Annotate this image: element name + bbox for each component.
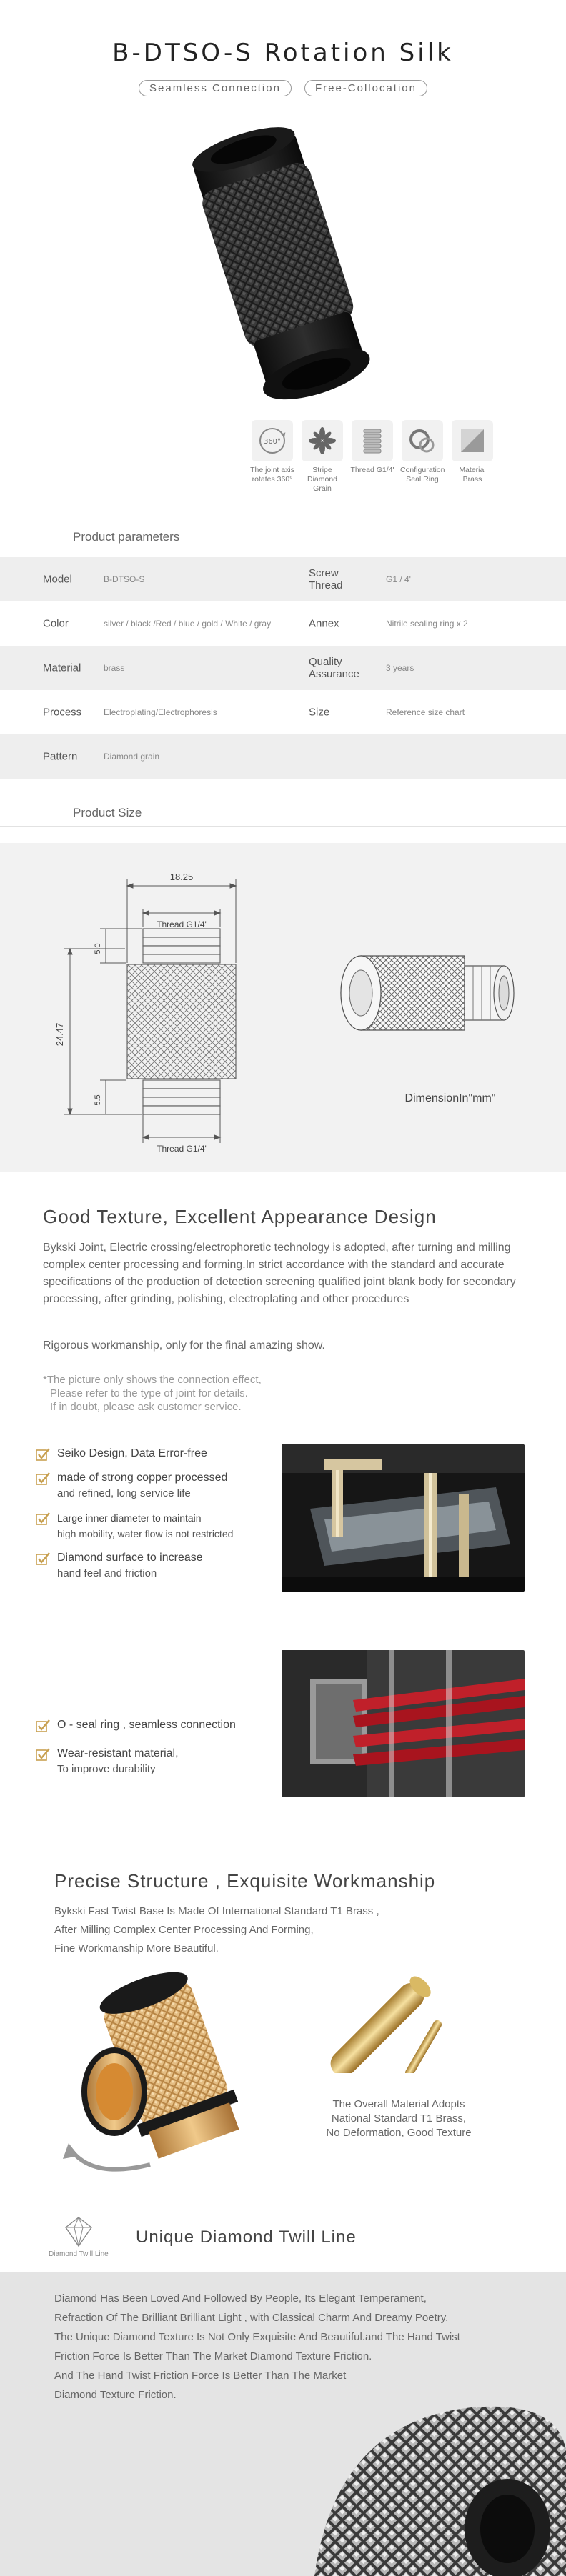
params-heading: Product parameters	[73, 530, 180, 544]
rotation-icon	[252, 420, 293, 461]
hero-product-image	[154, 114, 411, 400]
feature-material	[450, 420, 495, 494]
feature-icons	[250, 420, 495, 494]
checkmark-icon	[36, 1748, 50, 1761]
dimension-drawing	[0, 843, 566, 1172]
checkmark-icon	[36, 1472, 50, 1485]
checkmark-icon	[36, 1552, 50, 1565]
precise-line-1: Bykski Fast Twist Base Is Made Of International Standard T1 Brass ,	[54, 1905, 379, 1917]
dimension-unit-label: DimensionIn"mm"	[404, 1092, 496, 1104]
check-item	[34, 1446, 233, 1462]
check-label: Seiko Design, Data Error-free	[57, 1447, 207, 1459]
perspective-sketch	[341, 956, 514, 1030]
texture-tagline: Rigorous workmanship, only for the final amazing show.	[43, 1339, 325, 1352]
param-row	[0, 690, 566, 734]
param-value: silver / black /Red / blue / gold / White / gray	[104, 619, 272, 629]
note-line-2: Please refer to the type of joint for details.	[50, 1387, 248, 1399]
material-icon	[452, 420, 493, 461]
param-key: Process	[43, 706, 82, 719]
pill-collocation: Free-Collocation	[304, 80, 427, 96]
dim-top-label: 5.0	[94, 943, 102, 954]
diamond-line-3: The Unique Diamond Texture Is Not Only Exquisite And Beautiful.and The Hand Twist	[54, 2331, 460, 2343]
dim-bottom-label: 5.5	[94, 1094, 102, 1106]
texture-paragraph: Bykski Joint, Electric crossing/electrophoretic technology is adopted, after turning and milling complex center processing and forming.In strict accordance with the standard and accurate specifications of the production of detection screening qualified joint blank body for secondary processing, after grinding, polishing, electroplating and other procedures	[43, 1242, 516, 1305]
pill-seamless: Seamless Connection	[139, 80, 292, 96]
size-heading: Product Size	[73, 806, 142, 819]
thread-bottom-label: Thread G1/4'	[157, 1144, 207, 1154]
precise-line-2: After Milling Complex Center Processing And Forming,	[54, 1924, 314, 1936]
check-label: Large inner diameter to maintain	[57, 1512, 202, 1524]
red-tubing-photo	[282, 1650, 525, 1797]
precise-caption-3: No Deformation, Good Texture	[326, 2127, 472, 2139]
texture-title: Good Texture, Excellent Appearance Design	[43, 1206, 437, 1227]
checkmark-icon	[36, 1448, 50, 1461]
checkmark-icon	[36, 1512, 50, 1525]
param-value: G1 / 4'	[386, 574, 411, 584]
check-label: Diamond surface to increase	[57, 1552, 203, 1564]
diamond-section	[0, 2272, 566, 2576]
diamond-line-5: And The Hand Twist Friction Force Is Better Than The Market	[54, 2370, 347, 2382]
check-item	[34, 1717, 236, 1733]
param-value: brass	[104, 663, 125, 673]
knurl-closeup-image	[272, 2393, 566, 2576]
param-key: Quality Assurance	[309, 656, 359, 680]
size-diagram	[0, 843, 566, 1172]
check-item	[34, 1470, 233, 1502]
dim-height-label: 24.47	[54, 1022, 65, 1047]
feature-thread	[350, 420, 394, 494]
feature-grain	[300, 420, 344, 494]
feature-label: Thread G1/4'	[350, 466, 394, 474]
diamond-line-1: Diamond Has Been Loved And Followed By People, Its Elegant Temperament,	[54, 2292, 427, 2305]
diamond-icon	[50, 2215, 107, 2249]
check-label: made of strong copper processed	[57, 1472, 228, 1484]
check-list-a	[34, 1446, 233, 1582]
divider	[0, 826, 566, 827]
dim-width-label: 18.25	[169, 872, 194, 882]
note-line-3: If in doubt, please ask customer service.	[50, 1401, 242, 1413]
precise-line-3: Fine Workmanship More Beautiful.	[54, 1942, 219, 1955]
param-value: Nitrile sealing ring x 2	[386, 619, 468, 629]
param-key: Pattern	[43, 750, 78, 763]
param-key: Color	[43, 617, 69, 630]
param-row	[0, 734, 566, 779]
thread-top-label: Thread G1/4'	[157, 919, 207, 929]
feature-label: Stripe Diamond Grain	[307, 466, 338, 493]
svg-text:360°: 360°	[263, 438, 282, 446]
param-value: 3 years	[386, 663, 414, 673]
check-sublabel: hand feel and friction	[57, 1567, 157, 1579]
feature-label: Configuration Seal Ring	[400, 466, 445, 484]
precise-title: Precise Structure , Exquisite Workmanship	[54, 1870, 436, 1892]
diamond-line-2: Refraction Of The Brilliant Brilliant Light , with Classical Charm And Dreamy Poetry,	[54, 2312, 449, 2324]
param-value: Reference size chart	[386, 707, 465, 717]
brass-rod-image	[314, 1973, 457, 2073]
param-value: Electroplating/Electrophoresis	[104, 707, 217, 717]
installed-fittings-photo	[282, 1444, 525, 1592]
diamond-line-4: Friction Force Is Better Than The Market Diamond Texture Friction.	[54, 2350, 372, 2362]
seal-ring-icon	[402, 420, 443, 461]
check-sublabel: high mobility, water flow is not restricted	[57, 1528, 234, 1539]
param-value: Diamond grain	[104, 752, 160, 762]
check-item	[34, 1550, 233, 1582]
param-key: Model	[43, 573, 72, 586]
note-line-1: *The picture only shows the connection effect,	[43, 1374, 262, 1386]
precise-caption-1: The Overall Material Adopts	[332, 2098, 465, 2110]
hero-pills	[0, 80, 566, 96]
param-row	[0, 557, 566, 601]
feature-rotation	[250, 420, 294, 494]
check-item	[34, 1510, 233, 1542]
param-key: Annex	[309, 617, 339, 630]
feature-seal	[400, 420, 445, 494]
check-sublabel: and refined, long service life	[57, 1487, 191, 1499]
diamond-grain-icon	[302, 420, 343, 461]
param-key: Screw Thread	[309, 567, 343, 591]
diamond-logo-label: Diamond Twill Line	[49, 2250, 109, 2258]
check-label: O - seal ring , seamless connection	[57, 1719, 236, 1731]
brass-fitting-image	[50, 1965, 264, 2179]
diamond-line-6: Diamond Texture Friction.	[54, 2389, 177, 2401]
param-row	[0, 646, 566, 690]
precise-caption-2: National Standard T1 Brass,	[331, 2112, 467, 2125]
check-list-b	[34, 1717, 236, 1777]
feature-label: The joint axis rotates 360°	[250, 466, 294, 484]
param-key: Size	[309, 706, 330, 719]
hero-section	[0, 0, 566, 529]
diamond-title: Unique Diamond Twill Line	[136, 2227, 357, 2247]
page-title: B-DTSO-S Rotation Silk	[112, 39, 454, 67]
param-value: B-DTSO-S	[104, 574, 145, 584]
check-label: Wear-resistant material,	[57, 1747, 179, 1759]
checkmark-icon	[36, 1719, 50, 1732]
check-item	[34, 1746, 236, 1777]
param-row	[0, 601, 566, 646]
params-table	[0, 557, 566, 779]
feature-label: Material Brass	[459, 466, 486, 484]
param-key: Material	[43, 662, 81, 674]
thread-icon	[352, 420, 393, 461]
check-sublabel: To improve durability	[57, 1763, 156, 1775]
